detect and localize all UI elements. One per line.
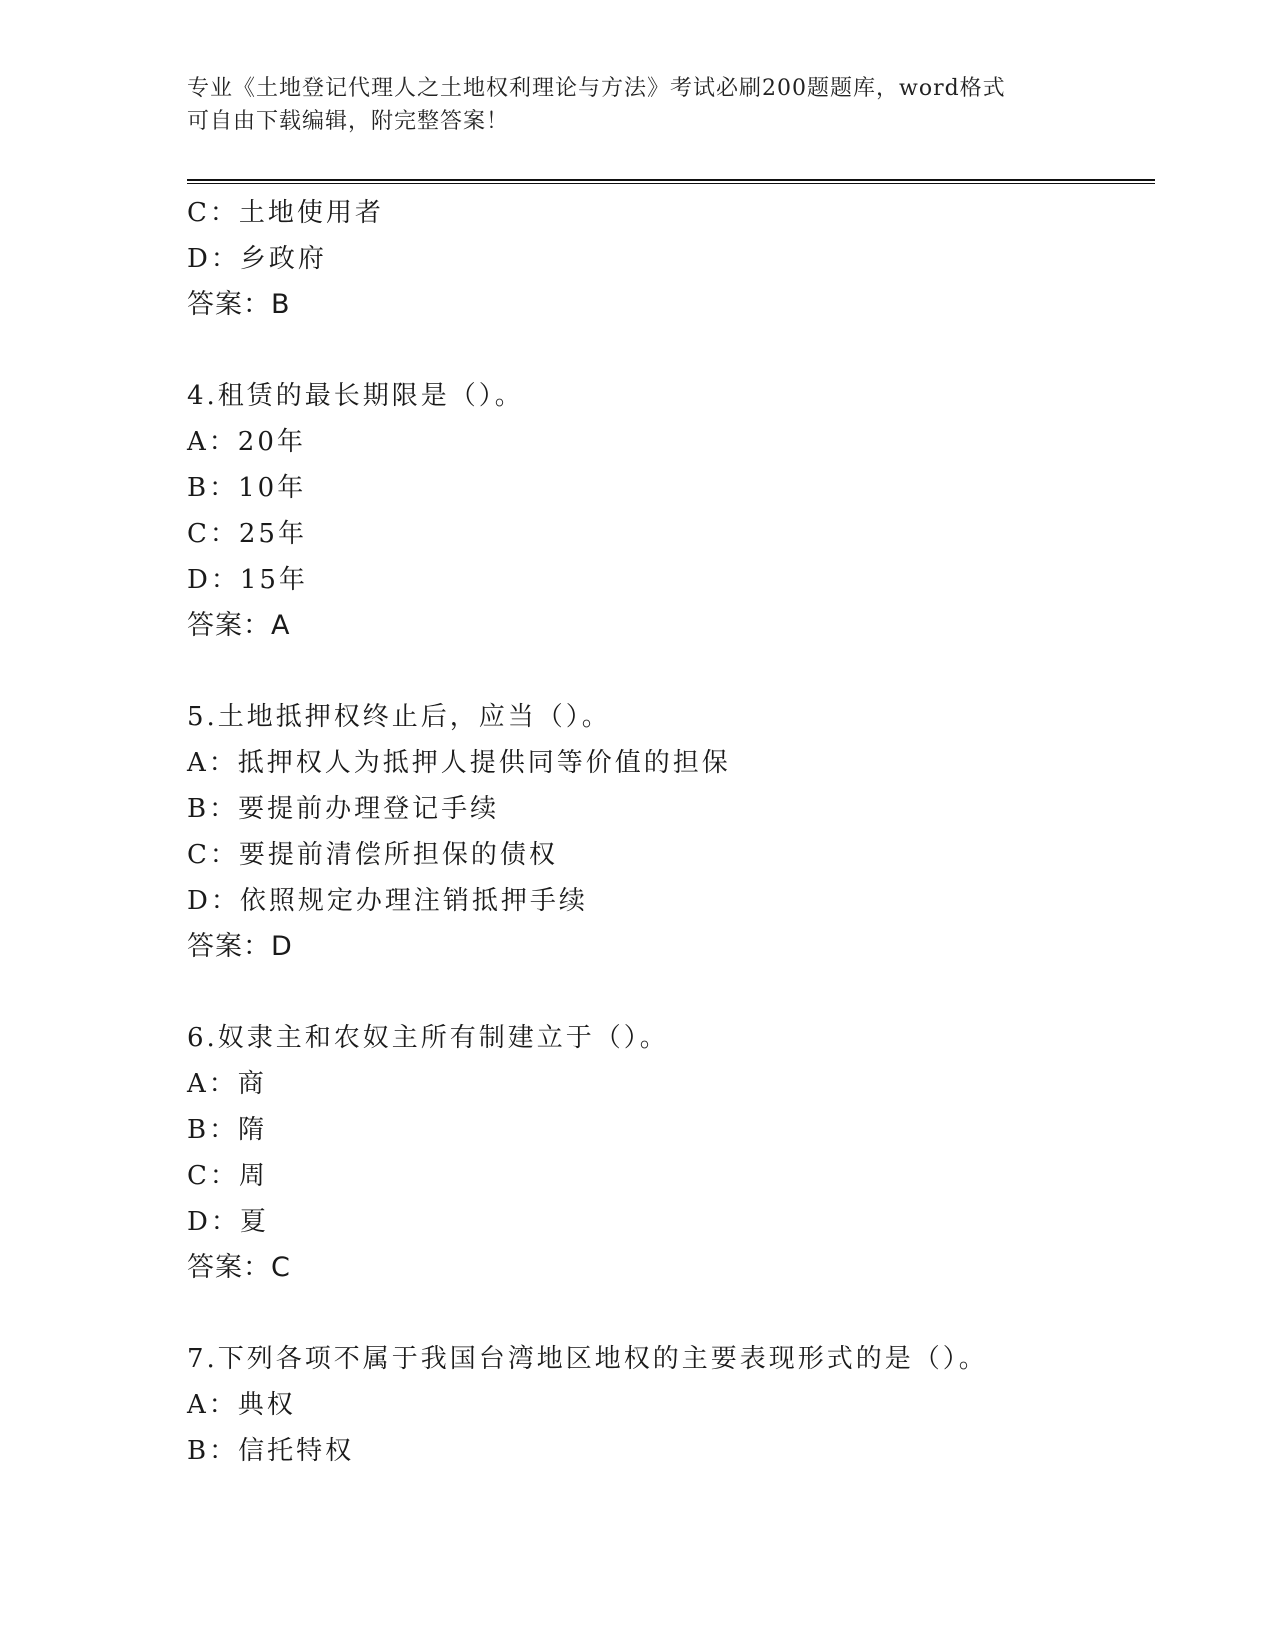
- option-a: A：抵押权人为抵押人提供同等价值的担保: [187, 748, 731, 778]
- header-divider-thick: [187, 179, 1155, 181]
- question-text: 7.下列各项不属于我国台湾地区地权的主要表现形式的是（）。: [187, 1344, 988, 1374]
- header-line-2: 可自由下载编辑，附完整答案！: [187, 109, 510, 134]
- answer-text: 答案：A: [187, 610, 291, 641]
- option-d: D：乡政府: [187, 244, 327, 274]
- option-c: C：土地使用者: [187, 198, 384, 228]
- option-b: B：信托特权: [187, 1436, 355, 1466]
- question-list: [187, 190, 1155, 1474]
- option-a: A：典权: [187, 1390, 296, 1420]
- question-3: [187, 190, 1155, 328]
- option-d: D：依照规定办理注销抵押手续: [187, 886, 588, 916]
- question-spacer: [187, 1291, 1155, 1336]
- option-c: C：25年: [187, 519, 307, 549]
- question-7: [187, 1336, 1155, 1474]
- question-text: 5.土地抵押权终止后，应当（）。: [187, 702, 611, 732]
- answer-text: 答案：C: [187, 1252, 291, 1283]
- question-4: [187, 373, 1155, 649]
- answer-text: 答案：B: [187, 289, 291, 320]
- option-a: A：商: [187, 1069, 267, 1099]
- question-text: 4.租赁的最长期限是（）。: [187, 381, 524, 411]
- option-b: B：要提前办理登记手续: [187, 794, 500, 824]
- option-b: B：10年: [187, 473, 307, 503]
- document-header: [187, 72, 1087, 138]
- option-c: C：要提前清偿所担保的债权: [187, 840, 558, 870]
- header-divider-thin: [187, 183, 1155, 184]
- option-d: D：夏: [187, 1207, 269, 1237]
- question-6: [187, 1015, 1155, 1291]
- question-spacer: [187, 328, 1155, 373]
- question-5: [187, 694, 1155, 970]
- option-c: C：周: [187, 1161, 268, 1191]
- question-text: 6.奴隶主和农奴主所有制建立于（）。: [187, 1023, 669, 1053]
- answer-text: 答案：D: [187, 931, 293, 962]
- question-spacer: [187, 970, 1155, 1015]
- header-line-1: 专业《土地登记代理人之土地权利理论与方法》考试必刷200题题库，word格式: [187, 76, 1006, 101]
- option-d: D：15年: [187, 565, 308, 595]
- option-a: A：20年: [187, 427, 306, 457]
- question-spacer: [187, 649, 1155, 694]
- option-b: B：隋: [187, 1115, 268, 1145]
